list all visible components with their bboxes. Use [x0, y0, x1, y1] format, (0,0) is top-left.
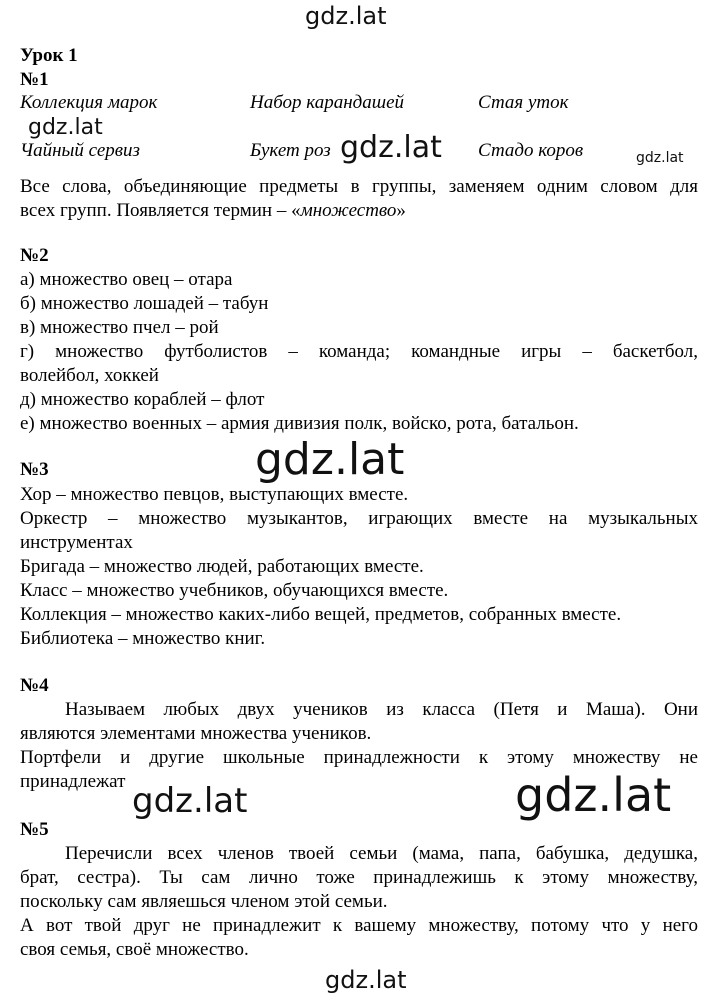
definition-line: Коллекция – множество каких-либо вещей, предметов, собранных вместе.: [20, 604, 622, 625]
paragraph-line: своя семья, своё множество.: [20, 939, 249, 960]
watermark: gdz.lat: [305, 2, 387, 30]
paragraph-line: являются элементами множества учеников.: [20, 723, 372, 744]
watermark: gdz.lat: [325, 966, 407, 994]
group-name: Набор карандашей: [250, 92, 405, 113]
definition-line: Оркестр – множество музыкантов, играющих вместе на музыкальных: [20, 508, 698, 529]
paragraph-line: поскольку сам являешься членом этой семьи.: [20, 891, 388, 912]
paragraph-line: А вот твой друг не принадлежит к вашему множеству, потому что у него: [20, 915, 698, 936]
definition-line: Хор – множество певцов, выступающих вместе.: [20, 484, 409, 505]
paragraph-line: Портфели и другие школьные принадлежности к этому множеству не: [20, 747, 698, 768]
task-number: №2: [20, 245, 49, 266]
group-name: Букет роз: [250, 140, 331, 161]
definition-line: инструментах: [20, 532, 133, 553]
definition-line: Бригада – множество людей, работающих вместе.: [20, 556, 424, 577]
paragraph-line: Перечисли всех членов твоей семьи (мама, папа, бабушка, дедушка,: [65, 843, 698, 864]
watermark: gdz.lat: [636, 150, 684, 166]
paragraph-line: [20, 199, 406, 223]
list-item: г) множество футболистов – команда; командные игры – баскетбол,: [20, 341, 698, 362]
watermark: gdz.lat: [28, 115, 103, 140]
lesson-title: Урок 1: [20, 45, 78, 66]
paragraph-line: принадлежат: [20, 771, 126, 792]
group-name: Стая уток: [478, 92, 569, 113]
watermark: gdz.lat: [255, 434, 405, 485]
group-name: Коллекция марок: [20, 92, 158, 113]
paragraph-line: Называем любых двух учеников из класса (Петя и Маша). Они: [65, 699, 698, 720]
list-item: в) множество пчел – рой: [20, 317, 219, 338]
watermark: gdz.lat: [132, 781, 248, 821]
list-item: е) множество военных – армия дивизия полк, войско, рота, батальон.: [20, 413, 579, 434]
paragraph-line: Все слова, объединяющие предметы в группы, заменяем одним словом для: [20, 176, 698, 197]
text-fragment: »: [396, 200, 406, 221]
watermark: gdz.lat: [515, 768, 672, 822]
group-name: Стадо коров: [478, 140, 584, 161]
group-name: Чайный сервиз: [20, 140, 140, 161]
definition-line: Библиотека – множество книг.: [20, 628, 266, 649]
list-item: б) множество лошадей – табун: [20, 293, 269, 314]
task-number: №5: [20, 819, 49, 840]
task-number: №3: [20, 459, 49, 480]
list-item: волейбол, хоккей: [20, 365, 159, 386]
watermark: gdz.lat: [340, 130, 442, 165]
task-number: №4: [20, 675, 49, 696]
definition-line: Класс – множество учебников, обучающихся вместе.: [20, 580, 449, 601]
text-fragment: всех групп. Появляется термин – «: [20, 200, 301, 221]
term: множество: [300, 200, 397, 221]
list-item: а) множество овец – отара: [20, 269, 233, 290]
task-number: №1: [20, 69, 49, 90]
paragraph-line: брат, сестра). Ты сам лично тоже принадлежишь к этому множеству,: [20, 867, 698, 888]
list-item: д) множество кораблей – флот: [20, 389, 265, 410]
